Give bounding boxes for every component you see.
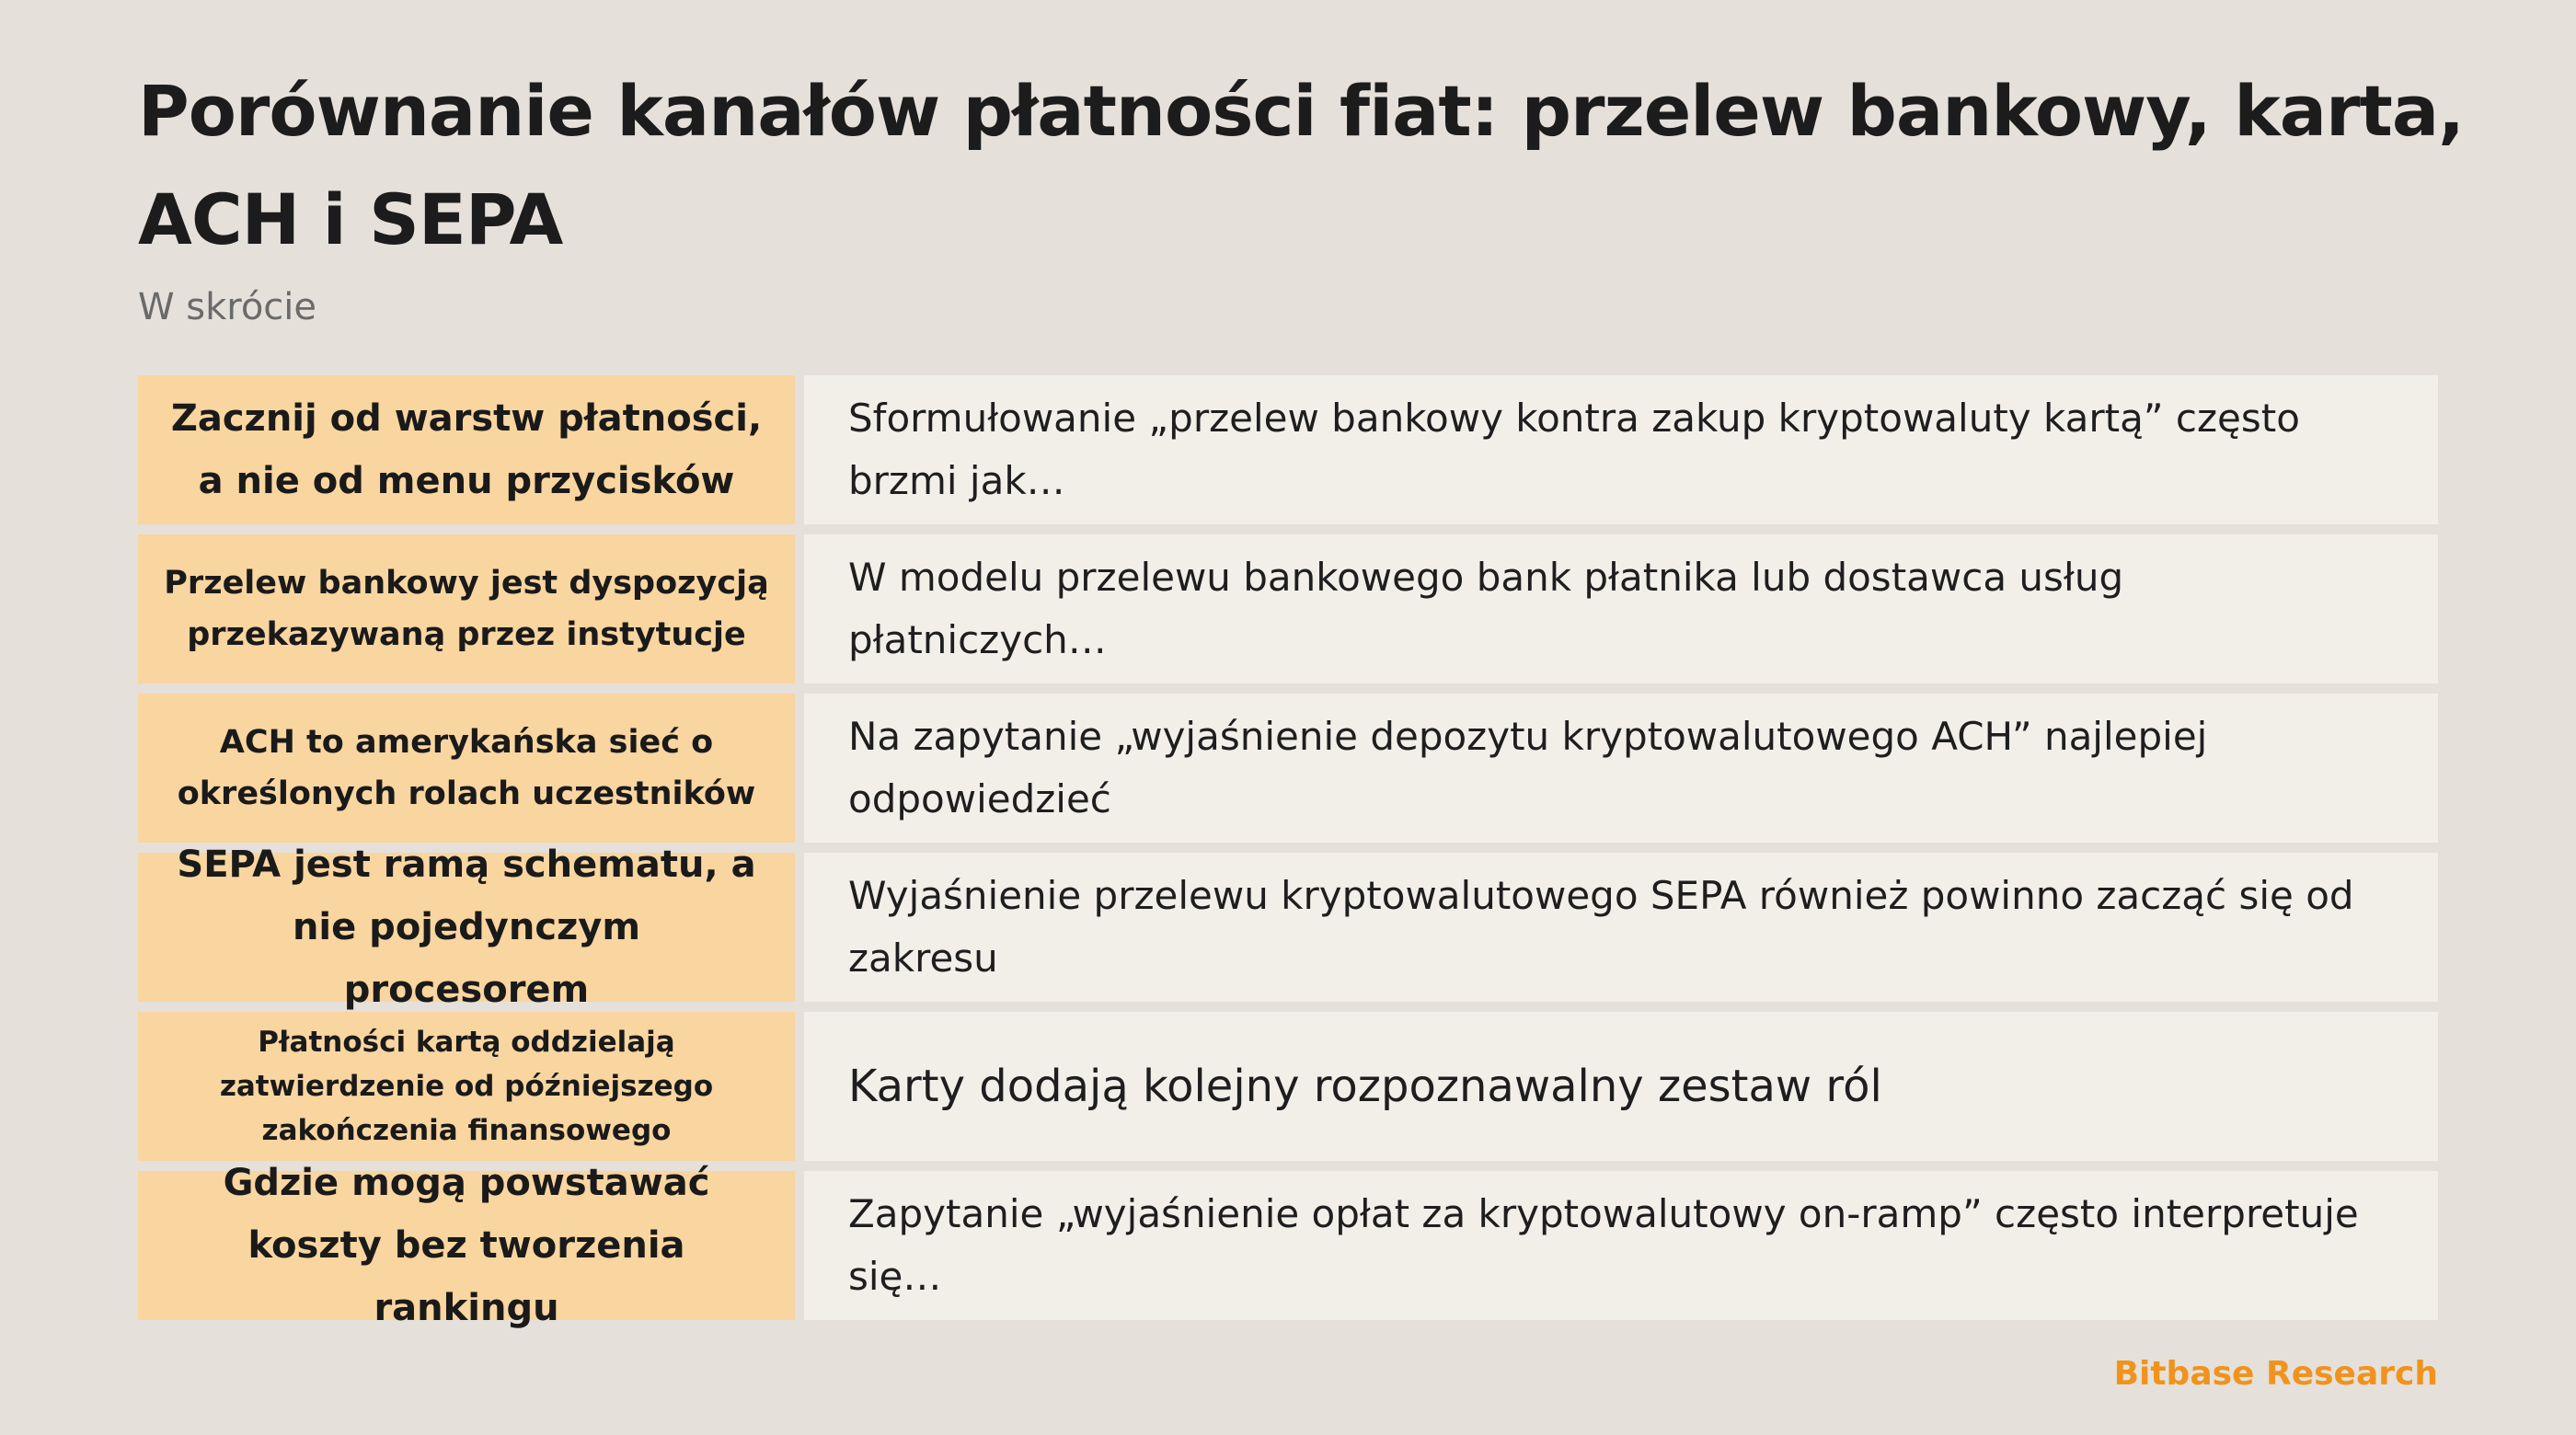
- table-row: [138, 1162, 2438, 1329]
- row-heading: Zacznij od warstw płatności, a nie od menu przycisków: [138, 375, 795, 524]
- row-heading: Gdzie mogą powstawać koszty bez tworzenia rankingu: [138, 1171, 795, 1320]
- comparison-table: [138, 375, 2438, 1329]
- row-text: Sformułowanie „przelew bankowy kontra zakup kryptowaluty kartą” często brzmi jak…: [804, 375, 2438, 524]
- table-row: [138, 1012, 2438, 1161]
- table-row: [138, 694, 2438, 843]
- row-heading: Przelew bankowy jest dyspozycją przekazywaną przez instytucje: [138, 534, 795, 683]
- table-row: [138, 844, 2438, 1011]
- table-row: [138, 534, 2438, 683]
- brand-label: Bitbase Research: [2113, 1355, 2438, 1393]
- table-row: [138, 375, 2438, 524]
- row-text: Wyjaśnienie przelewu kryptowalutowego SEPA również powinno zacząć się od zakresu: [804, 853, 2438, 1002]
- page-subtitle: W skrócie: [138, 286, 317, 328]
- row-text: W modelu przelewu bankowego bank płatnika lub dostawca usług płatniczych…: [804, 534, 2438, 683]
- row-text: Karty dodają kolejny rozpoznawalny zestaw ról: [804, 1012, 2438, 1161]
- row-heading: ACH to amerykańska sieć o określonych rolach uczestników: [138, 694, 795, 843]
- row-heading: SEPA jest ramą schematu, a nie pojedynczym procesorem: [138, 853, 795, 1002]
- row-text: Na zapytanie „wyjaśnienie depozytu kryptowalutowego ACH” najlepiej odpowiedzieć: [804, 694, 2438, 843]
- row-heading: Płatności kartą oddzielają zatwierdzenie od późniejszego zakończenia finansowego: [138, 1012, 795, 1161]
- page-title: Porównanie kanałów płatności fiat: przelew bankowy, karta, ACH i SEPA: [138, 70, 2465, 260]
- row-text: Zapytanie „wyjaśnienie opłat za kryptowalutowy on-ramp” często interpretuje się…: [804, 1171, 2438, 1320]
